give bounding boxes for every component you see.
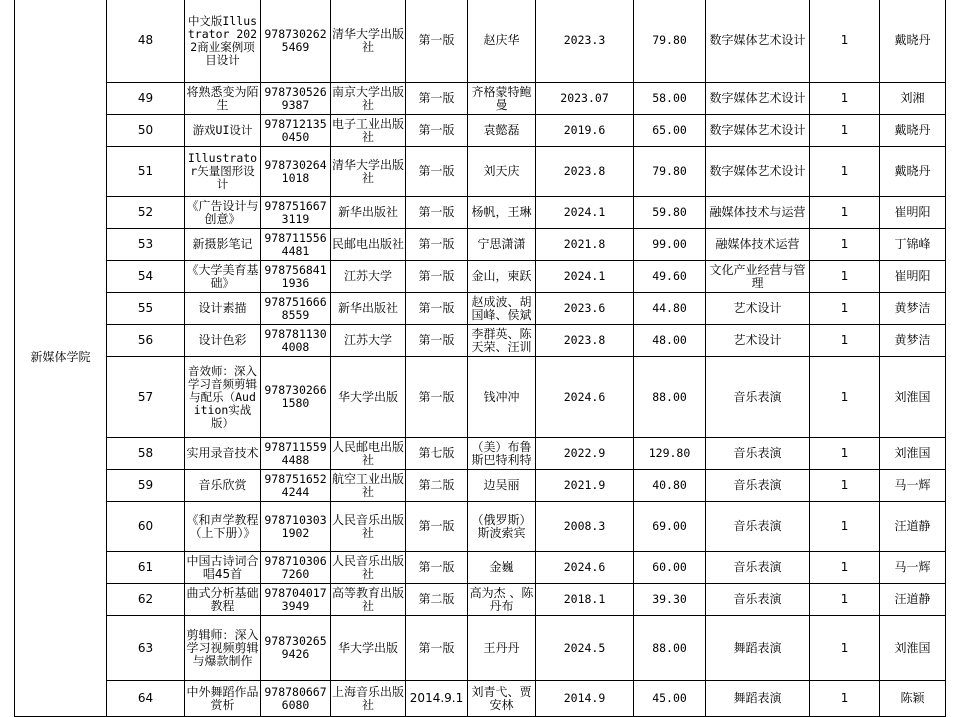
- title-cell: Illustrator矢量图形设计: [185, 147, 261, 197]
- date-cell: 2023.8: [536, 325, 634, 357]
- publisher-cell: 新华出版社: [331, 293, 406, 325]
- publisher-cell: 航空工业出版社: [331, 470, 406, 502]
- title-cell: 中文版Illustrator 2022商业案例项目设计: [185, 0, 261, 83]
- isbn-cell: 9787811304008: [261, 325, 331, 357]
- teacher-cell: 刘淮国: [880, 616, 946, 681]
- publisher-cell: 人民音乐出版社: [331, 502, 406, 552]
- author-cell: 金山，柬跃: [468, 261, 536, 293]
- teacher-cell: 戴晓丹: [880, 115, 946, 147]
- date-cell: 2024.6: [536, 552, 634, 584]
- title-cell: 将熟悉变为陌生: [185, 83, 261, 115]
- major-cell: 数字媒体艺术设计: [706, 115, 810, 147]
- table-row: [15, 115, 946, 147]
- publisher-cell: 江苏大学: [331, 261, 406, 293]
- teacher-cell: 陈颖: [880, 681, 946, 717]
- qty-cell: 1: [810, 83, 880, 115]
- title-cell: 中国古诗词合唱45首: [185, 552, 261, 584]
- edition-cell: 第一版: [406, 115, 468, 147]
- no-cell: 61: [107, 552, 185, 584]
- major-cell: 舞蹈表演: [706, 681, 810, 717]
- major-cell: 音乐表演: [706, 470, 810, 502]
- table-row: [15, 0, 946, 83]
- edition-cell: 第一版: [406, 325, 468, 357]
- major-cell: 艺术设计: [706, 293, 810, 325]
- no-cell: 62: [107, 584, 185, 616]
- author-cell: （俄罗斯）斯波索宾: [468, 502, 536, 552]
- price-cell: 48.00: [634, 325, 706, 357]
- book-list-table: [14, 0, 946, 717]
- price-cell: 69.00: [634, 502, 706, 552]
- edition-cell: 第七版: [406, 438, 468, 470]
- isbn-cell: 9787302659426: [261, 616, 331, 681]
- price-cell: 40.80: [634, 470, 706, 502]
- major-cell: 艺术设计: [706, 325, 810, 357]
- date-cell: 2023.07: [536, 83, 634, 115]
- date-cell: 2019.6: [536, 115, 634, 147]
- qty-cell: 1: [810, 147, 880, 197]
- qty-cell: 1: [810, 357, 880, 438]
- title-cell: 设计素描: [185, 293, 261, 325]
- no-cell: 64: [107, 681, 185, 717]
- publisher-cell: 华大学出版: [331, 616, 406, 681]
- publisher-cell: 新华出版社: [331, 197, 406, 229]
- major-cell: 音乐表演: [706, 502, 810, 552]
- no-cell: 60: [107, 502, 185, 552]
- date-cell: 2024.1: [536, 197, 634, 229]
- date-cell: 2014.9: [536, 681, 634, 717]
- author-cell: 宁思潇潇: [468, 229, 536, 261]
- table-row: [15, 616, 946, 681]
- table-row: [15, 584, 946, 616]
- date-cell: 2022.9: [536, 438, 634, 470]
- isbn-cell: 9787040173949: [261, 584, 331, 616]
- edition-cell: 第一版: [406, 229, 468, 261]
- date-cell: 2023.6: [536, 293, 634, 325]
- publisher-cell: 人民邮电出版社: [331, 438, 406, 470]
- qty-cell: 1: [810, 681, 880, 717]
- table-row: [15, 293, 946, 325]
- teacher-cell: 戴晓丹: [880, 147, 946, 197]
- major-cell: 融媒体技术运营: [706, 229, 810, 261]
- edition-cell: 第一版: [406, 552, 468, 584]
- no-cell: 53: [107, 229, 185, 261]
- date-cell: 2021.9: [536, 470, 634, 502]
- no-cell: 55: [107, 293, 185, 325]
- edition-cell: 第一版: [406, 293, 468, 325]
- no-cell: 50: [107, 115, 185, 147]
- publisher-cell: 人民音乐出版社: [331, 552, 406, 584]
- major-cell: 舞蹈表演: [706, 616, 810, 681]
- qty-cell: 1: [810, 552, 880, 584]
- qty-cell: 1: [810, 470, 880, 502]
- author-cell: 刘天庆: [468, 147, 536, 197]
- edition-cell: 第一版: [406, 357, 468, 438]
- table-row: [15, 197, 946, 229]
- price-cell: 58.00: [634, 83, 706, 115]
- title-cell: 游戏UI设计: [185, 115, 261, 147]
- price-cell: 129.80: [634, 438, 706, 470]
- major-cell: 音乐表演: [706, 552, 810, 584]
- teacher-cell: 刘湘: [880, 83, 946, 115]
- edition-cell: 第一版: [406, 616, 468, 681]
- major-cell: 文化产业经营与管理: [706, 261, 810, 293]
- teacher-cell: 崔明阳: [880, 197, 946, 229]
- title-cell: 《和声学教程（上下册）》: [185, 502, 261, 552]
- teacher-cell: 黄梦洁: [880, 293, 946, 325]
- title-cell: 《大学美育基础》: [185, 261, 261, 293]
- isbn-cell: 9787115564481: [261, 229, 331, 261]
- no-cell: 48: [107, 0, 185, 83]
- major-cell: 音乐表演: [706, 584, 810, 616]
- isbn-cell: 9787568411936: [261, 261, 331, 293]
- title-cell: 设计色彩: [185, 325, 261, 357]
- isbn-cell: 9787302625469: [261, 0, 331, 83]
- edition-cell: 第二版: [406, 584, 468, 616]
- qty-cell: 1: [810, 502, 880, 552]
- date-cell: 2023.3: [536, 0, 634, 83]
- no-cell: 56: [107, 325, 185, 357]
- isbn-cell: 9787115594488: [261, 438, 331, 470]
- price-cell: 44.80: [634, 293, 706, 325]
- no-cell: 59: [107, 470, 185, 502]
- major-cell: 音乐表演: [706, 438, 810, 470]
- author-cell: 高为杰 、陈丹布: [468, 584, 536, 616]
- date-cell: 2024.6: [536, 357, 634, 438]
- no-cell: 58: [107, 438, 185, 470]
- no-cell: 51: [107, 147, 185, 197]
- price-cell: 99.00: [634, 229, 706, 261]
- major-cell: 音乐表演: [706, 357, 810, 438]
- date-cell: 2024.1: [536, 261, 634, 293]
- title-cell: 实用录音技术: [185, 438, 261, 470]
- no-cell: 63: [107, 616, 185, 681]
- college-cell: 新媒体学院: [15, 0, 107, 717]
- table-row: [15, 438, 946, 470]
- date-cell: 2018.1: [536, 584, 634, 616]
- price-cell: 79.80: [634, 147, 706, 197]
- qty-cell: 1: [810, 261, 880, 293]
- teacher-cell: 戴晓丹: [880, 0, 946, 83]
- title-cell: 中外舞蹈作品赏析: [185, 681, 261, 717]
- author-cell: 钱冲冲: [468, 357, 536, 438]
- qty-cell: 1: [810, 438, 880, 470]
- major-cell: 数字媒体艺术设计: [706, 0, 810, 83]
- table-row: [15, 325, 946, 357]
- table-row: [15, 147, 946, 197]
- edition-cell: 第一版: [406, 147, 468, 197]
- title-cell: 新摄影笔记: [185, 229, 261, 261]
- no-cell: 57: [107, 357, 185, 438]
- price-cell: 59.80: [634, 197, 706, 229]
- author-cell: 赵庆华: [468, 0, 536, 83]
- qty-cell: 1: [810, 325, 880, 357]
- teacher-cell: 崔明阳: [880, 261, 946, 293]
- publisher-cell: 清华大学出版社: [331, 147, 406, 197]
- teacher-cell: 马一辉: [880, 552, 946, 584]
- edition-cell: 第一版: [406, 261, 468, 293]
- table-row: [15, 261, 946, 293]
- price-cell: 45.00: [634, 681, 706, 717]
- price-cell: 79.80: [634, 0, 706, 83]
- title-cell: 音乐欣赏: [185, 470, 261, 502]
- qty-cell: 1: [810, 197, 880, 229]
- edition-cell: 第一版: [406, 502, 468, 552]
- author-cell: （美）布鲁斯巴特利特: [468, 438, 536, 470]
- table-row: [15, 681, 946, 717]
- teacher-cell: 黄梦洁: [880, 325, 946, 357]
- title-cell: 曲式分析基础教程: [185, 584, 261, 616]
- table-row: [15, 470, 946, 502]
- publisher-cell: 高等教育出版社: [331, 584, 406, 616]
- publisher-cell: 上海音乐出版社: [331, 681, 406, 717]
- table-row: [15, 502, 946, 552]
- major-cell: 数字媒体艺术设计: [706, 83, 810, 115]
- isbn-cell: 9787806676080: [261, 681, 331, 717]
- price-cell: 88.00: [634, 357, 706, 438]
- publisher-cell: 清华大学出版社: [331, 0, 406, 83]
- title-cell: 音效师：深入学习音频剪辑与配乐（Audition实战版）: [185, 357, 261, 438]
- price-cell: 88.00: [634, 616, 706, 681]
- price-cell: 60.00: [634, 552, 706, 584]
- author-cell: 边吴丽: [468, 470, 536, 502]
- publisher-cell: 南京大学出版社: [331, 83, 406, 115]
- qty-cell: 1: [810, 293, 880, 325]
- no-cell: 54: [107, 261, 185, 293]
- author-cell: 刘青弋、贾安林: [468, 681, 536, 717]
- qty-cell: 1: [810, 0, 880, 83]
- isbn-cell: 9787302641018: [261, 147, 331, 197]
- edition-cell: 第一版: [406, 83, 468, 115]
- isbn-cell: 9787516673119: [261, 197, 331, 229]
- teacher-cell: 汪道静: [880, 584, 946, 616]
- date-cell: 2024.5: [536, 616, 634, 681]
- author-cell: 李群英、陈天荣、汪训: [468, 325, 536, 357]
- qty-cell: 1: [810, 584, 880, 616]
- qty-cell: 1: [810, 229, 880, 261]
- title-cell: 《广告设计与创意》: [185, 197, 261, 229]
- isbn-cell: 9787103067260: [261, 552, 331, 584]
- teacher-cell: 丁锦峰: [880, 229, 946, 261]
- teacher-cell: 刘淮国: [880, 438, 946, 470]
- date-cell: 2021.8: [536, 229, 634, 261]
- isbn-cell: 9787103031902: [261, 502, 331, 552]
- table-row: [15, 229, 946, 261]
- table-row: [15, 83, 946, 115]
- isbn-cell: 9787121350450: [261, 115, 331, 147]
- price-cell: 65.00: [634, 115, 706, 147]
- edition-cell: 第一版: [406, 197, 468, 229]
- author-cell: 杨帆，王琳: [468, 197, 536, 229]
- publisher-cell: 华大学出版: [331, 357, 406, 438]
- teacher-cell: 刘淮国: [880, 357, 946, 438]
- no-cell: 52: [107, 197, 185, 229]
- isbn-cell: 9787305269387: [261, 83, 331, 115]
- teacher-cell: 汪道静: [880, 502, 946, 552]
- author-cell: 袁懿磊: [468, 115, 536, 147]
- table-row: [15, 357, 946, 438]
- table-body: [15, 0, 946, 717]
- isbn-cell: 9787516668559: [261, 293, 331, 325]
- edition-cell: 第一版: [406, 0, 468, 83]
- edition-cell: 第二版: [406, 470, 468, 502]
- qty-cell: 1: [810, 115, 880, 147]
- isbn-cell: 9787302661580: [261, 357, 331, 438]
- qty-cell: 1: [810, 616, 880, 681]
- price-cell: 49.60: [634, 261, 706, 293]
- edition-cell: 2014.9.1: [406, 681, 468, 717]
- date-cell: 2008.3: [536, 502, 634, 552]
- table-row: [15, 552, 946, 584]
- author-cell: 赵成波、胡国峰、侯斌: [468, 293, 536, 325]
- teacher-cell: 马一辉: [880, 470, 946, 502]
- publisher-cell: 江苏大学: [331, 325, 406, 357]
- isbn-cell: 9787516524244: [261, 470, 331, 502]
- title-cell: 剪辑师：深入学习视频剪辑与爆款制作: [185, 616, 261, 681]
- price-cell: 39.30: [634, 584, 706, 616]
- date-cell: 2023.8: [536, 147, 634, 197]
- major-cell: 数字媒体艺术设计: [706, 147, 810, 197]
- no-cell: 49: [107, 83, 185, 115]
- publisher-cell: 民邮电出版社: [331, 229, 406, 261]
- author-cell: 王丹丹: [468, 616, 536, 681]
- author-cell: 金巍: [468, 552, 536, 584]
- publisher-cell: 电子工业出版社: [331, 115, 406, 147]
- major-cell: 融媒体技术与运营: [706, 197, 810, 229]
- author-cell: 齐格蒙特鲍曼: [468, 83, 536, 115]
